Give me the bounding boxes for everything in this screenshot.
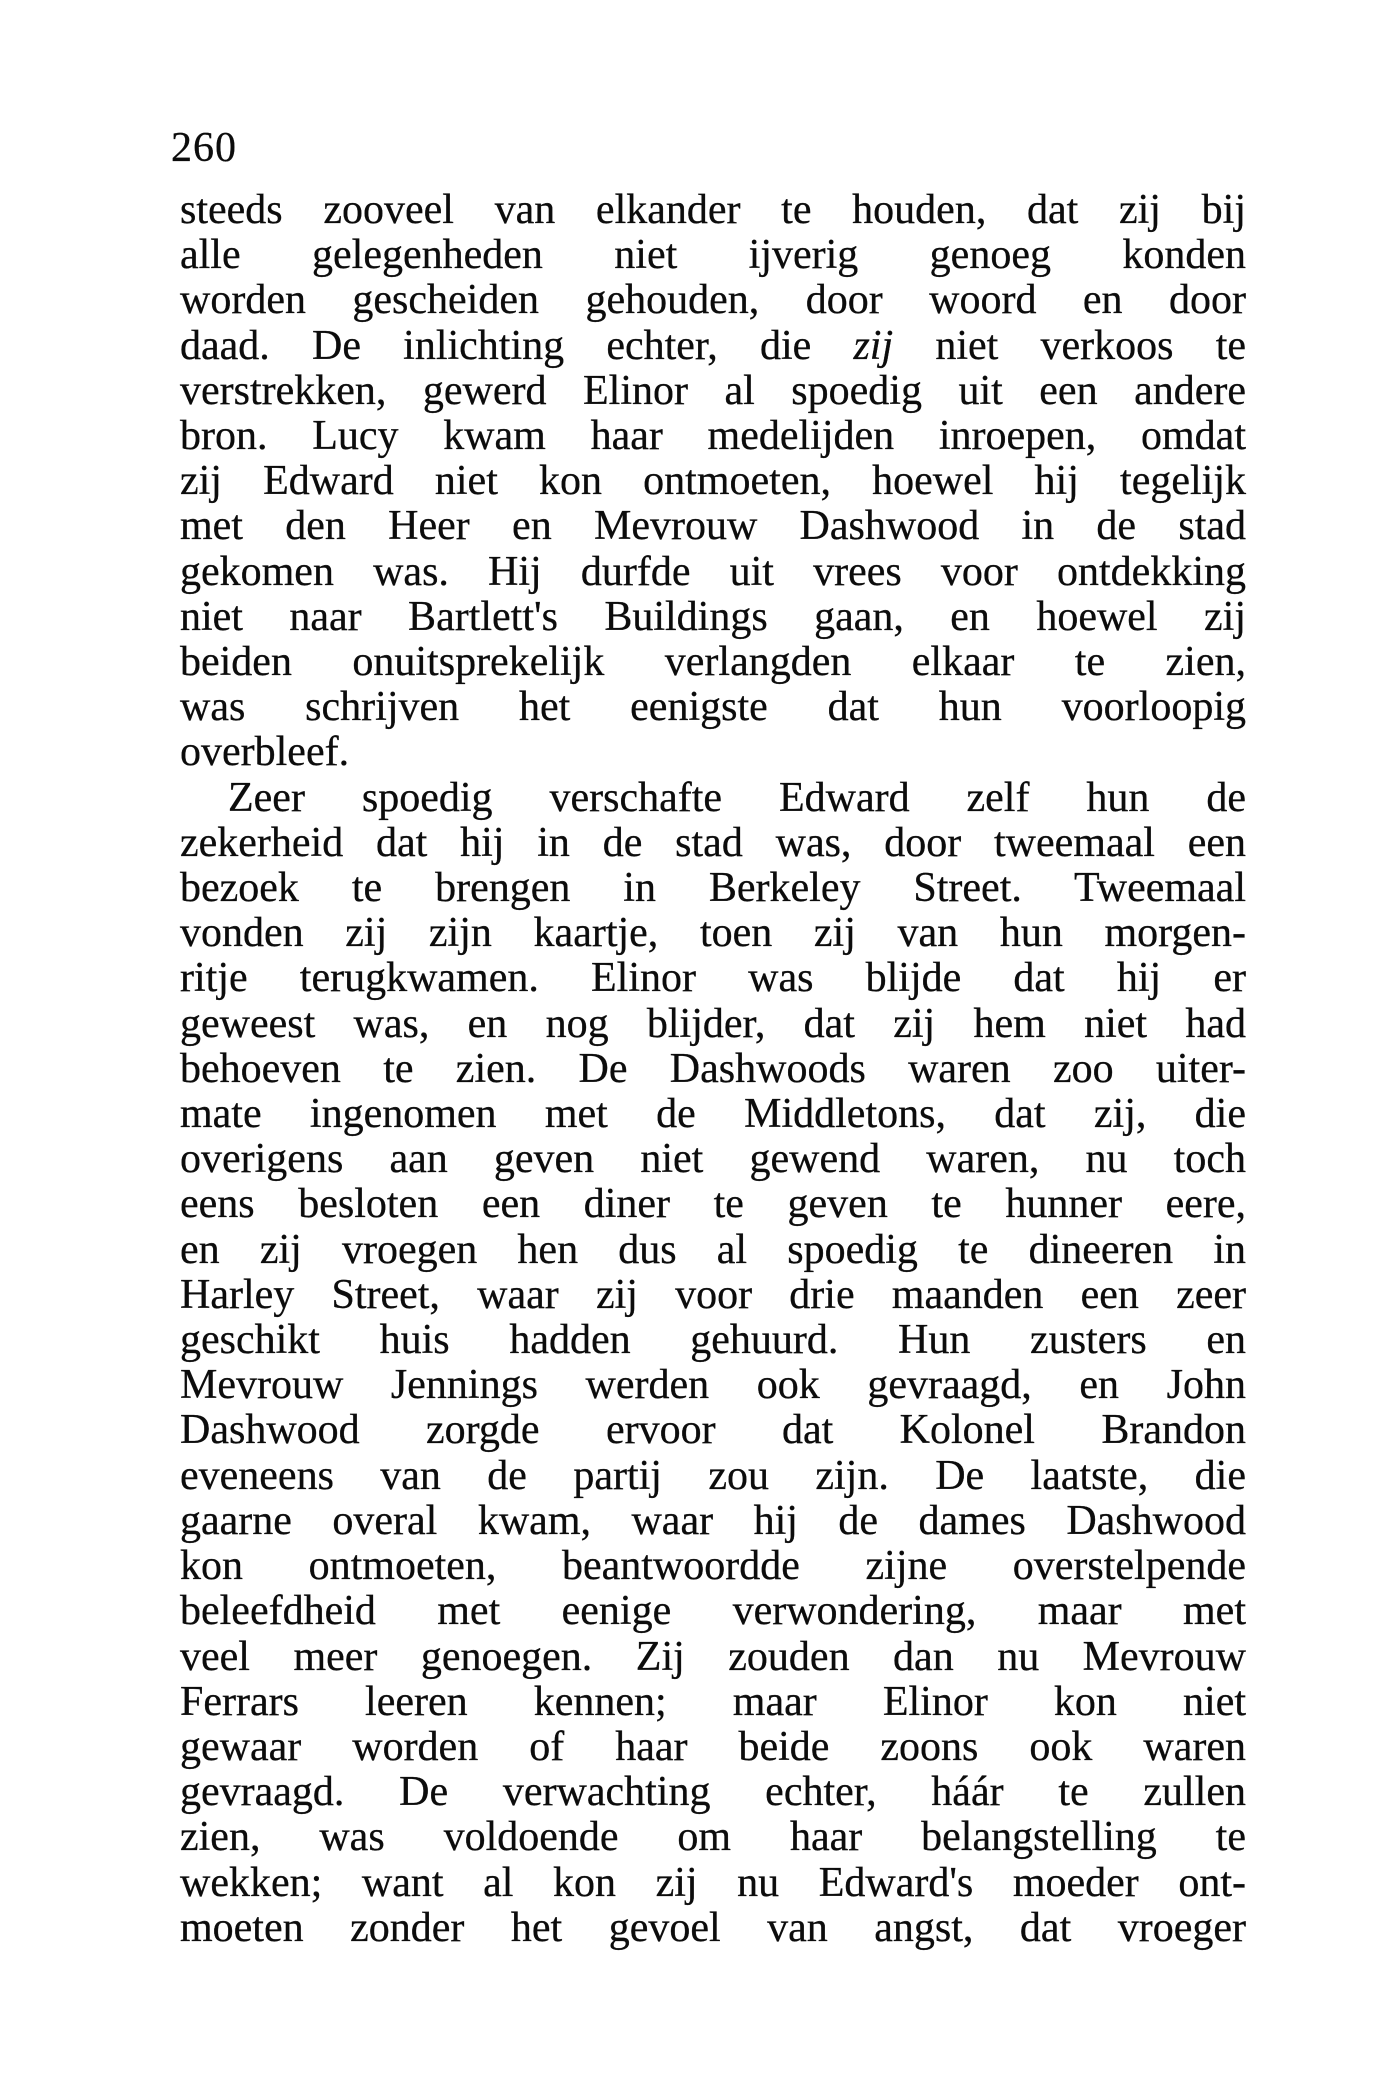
text-segment: gewaar worden of haar beide zoons ook waren <box>180 1723 1246 1770</box>
text-segment: zij Edward niet kon ontmoeten, hoewel hij tegelijk <box>180 458 1246 505</box>
text-line <box>180 1363 1246 1408</box>
text-line <box>180 459 1246 504</box>
text-segment: moeten zonder het gevoel van angst, dat vroeger <box>180 1904 1246 1951</box>
text-line <box>180 324 1246 369</box>
text-segment: behoeven te zien. De Dashwoods waren zoo uiter- <box>180 1045 1246 1092</box>
text-segment: zekerheid dat hij in de stad was, door tweemaal een <box>180 819 1246 866</box>
text-segment: kon ontmoeten, beantwoordde zijne overstelpende <box>180 1543 1246 1590</box>
text-segment: veel meer genoegen. Zij zouden dan nu Mevrouw <box>180 1633 1246 1680</box>
text-segment: beiden onuitsprekelijk verlangden elkaar te zien, <box>180 639 1246 686</box>
text-segment: met den Heer en Mevrouw Dashwood in de stad <box>180 503 1246 550</box>
text-line <box>180 504 1246 549</box>
text-segment: overbleef. <box>180 729 350 776</box>
text-line <box>180 1273 1246 1318</box>
text-segment: mate ingenomen met de Middletons, dat zij, die <box>180 1091 1246 1138</box>
text-segment: geschikt huis hadden gehuurd. Hun zusters en <box>180 1317 1246 1364</box>
text-line <box>180 233 1246 278</box>
text-segment: worden gescheiden gehouden, door woord en door <box>180 277 1246 324</box>
page-text <box>180 188 1246 1951</box>
text-line <box>180 1725 1246 1770</box>
text-line <box>180 640 1246 685</box>
text-line <box>180 369 1246 414</box>
text-segment: en zij vroegen hen dus al spoedig te dineeren in <box>180 1226 1246 1273</box>
text-line <box>180 1544 1246 1589</box>
text-line <box>180 685 1246 730</box>
text-line <box>180 1047 1246 1092</box>
text-segment: eens besloten een diner te geven te hunner eere, <box>180 1181 1246 1228</box>
text-line <box>180 821 1246 866</box>
text-line <box>180 1589 1246 1634</box>
text-line <box>180 1002 1246 1047</box>
text-segment: geweest was, en nog blijder, dat zij hem niet had <box>180 1000 1246 1047</box>
emphasized-word: zij <box>853 322 894 369</box>
text-line <box>180 776 1246 821</box>
text-line <box>180 1454 1246 1499</box>
text-segment: zien, was voldoende om haar belangstelling te <box>180 1814 1246 1861</box>
text-line <box>180 414 1246 459</box>
text-segment: alle gelegenheden niet ijverig genoeg konden <box>180 232 1246 279</box>
text-segment: niet naar Bartlett's Buildings gaan, en hoewel zij <box>180 593 1246 640</box>
text-line <box>180 1499 1246 1544</box>
text-line <box>180 911 1246 956</box>
page-number: 260 <box>171 125 237 171</box>
text-segment: beleefdheid met eenige verwondering, maar met <box>180 1588 1246 1635</box>
text-segment: ritje terugkwamen. Elinor was blijde dat hij er <box>180 955 1246 1002</box>
text-line <box>180 1815 1246 1860</box>
text-segment: Mevrouw Jennings werden ook gevraagd, en John <box>180 1362 1246 1409</box>
text-line <box>180 1906 1246 1951</box>
text-line <box>180 1635 1246 1680</box>
text-segment: vonden zij zijn kaartje, toen zij van hun morgen- <box>180 910 1246 957</box>
text-segment: overigens aan geven niet gewend waren, nu toch <box>180 1136 1246 1183</box>
text-segment: daad. De inlichting echter, die <box>180 322 854 369</box>
text-segment: Harley Street, waar zij voor drie maanden een zeer <box>180 1271 1246 1318</box>
text-segment: bezoek te brengen in Berkeley Street. Tweemaal <box>180 865 1246 912</box>
text-segment: wekken; want al kon zij nu Edward's moeder ont- <box>180 1859 1246 1906</box>
text-line <box>180 1318 1246 1363</box>
text-segment: verstrekken, gewerd Elinor al spoedig uit een andere <box>180 367 1246 414</box>
text-line <box>180 1092 1246 1137</box>
text-segment: Ferrars leeren kennen; maar Elinor kon niet <box>180 1678 1246 1725</box>
text-segment: eveneens van de partij zou zijn. De laatste, die <box>180 1452 1246 1499</box>
text-line <box>180 1408 1246 1453</box>
text-segment: gaarne overal kwam, waar hij de dames Dashwood <box>180 1497 1246 1544</box>
text-line <box>180 1861 1246 1906</box>
text-segment: bron. Lucy kwam haar medelijden inroepen, omdat <box>180 413 1246 460</box>
text-line <box>180 1137 1246 1182</box>
text-line <box>180 1182 1246 1227</box>
text-line <box>180 956 1246 1001</box>
text-segment: Dashwood zorgde ervoor dat Kolonel Brandon <box>180 1407 1246 1454</box>
text-line <box>180 1680 1246 1725</box>
text-line <box>180 866 1246 911</box>
text-line <box>180 730 1246 775</box>
text-line <box>180 278 1246 323</box>
text-segment: niet verkoos te <box>893 322 1247 369</box>
text-segment: gevraagd. De verwachting echter, háár te zullen <box>180 1769 1246 1816</box>
text-line <box>180 1770 1246 1815</box>
text-line <box>180 595 1246 640</box>
text-segment: gekomen was. Hij durfde uit vrees voor ontdekking <box>180 548 1246 595</box>
text-line <box>180 188 1246 233</box>
text-segment: Zeer spoedig verschafte Edward zelf hun de <box>228 774 1246 821</box>
text-segment: was schrijven het eenigste dat hun voorloopig <box>180 684 1246 731</box>
text-line <box>180 550 1246 595</box>
text-line <box>180 1228 1246 1273</box>
text-segment: steeds zooveel van elkander te houden, dat zij bij <box>180 187 1246 233</box>
